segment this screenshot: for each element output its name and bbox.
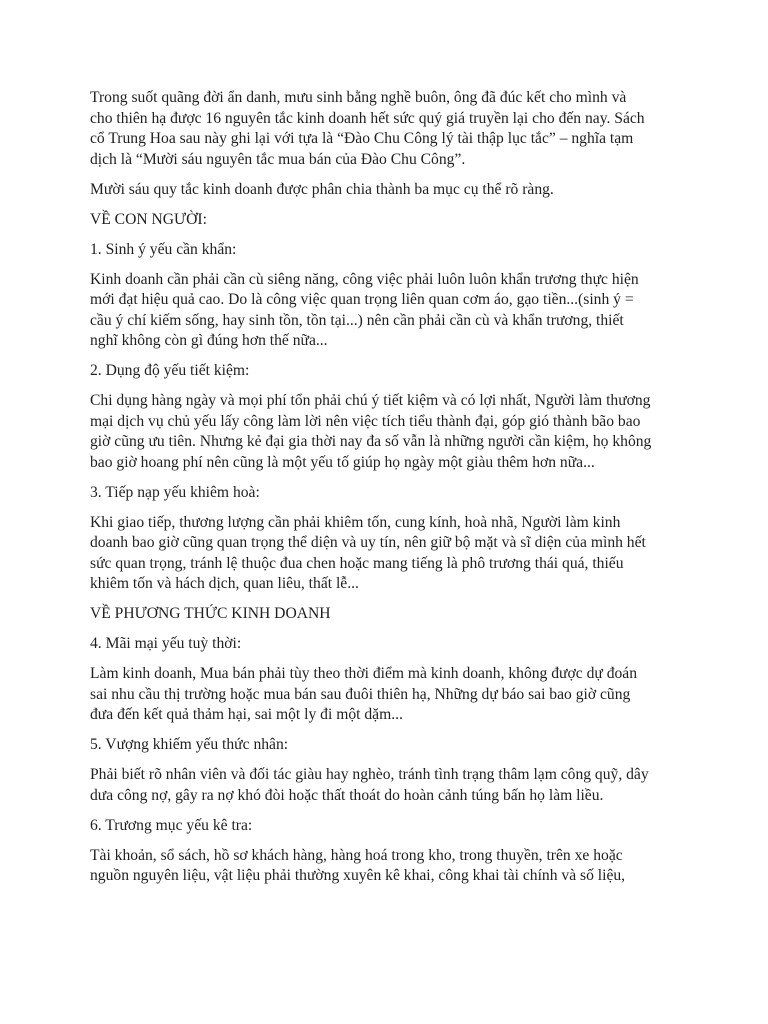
text-line: 3. Tiếp nạp yếu khiêm hoà: — [90, 483, 260, 501]
text-line: Chi dụng hàng ngày và mọi phí tổn phải chú ý tiết kiệm và có lợi nhất, Người làm thương — [90, 392, 651, 409]
text-line: dưa công nợ, gây ra nợ khó đòi hoặc thất thoát do hoàn cảnh túng bấn họ làm liều. — [90, 786, 604, 804]
body-paragraph — [90, 664, 694, 726]
text-line: cho thiên hạ được 16 nguyên tắc kinh doanh hết sức quý giá truyền lại cho đến nay. Sách — [90, 109, 645, 127]
text-line: dịch là “Mười sáu nguyên tắc mua bán của Đào Chu Công”. — [90, 150, 466, 168]
text-line: Phải biết rõ nhân viên và đối tác giàu hay nghèo, tránh tình trạng thâm lạm công quỹ, dây — [90, 766, 649, 783]
body-paragraph — [90, 180, 694, 201]
body-paragraph — [90, 765, 694, 806]
body-paragraph — [90, 270, 694, 352]
text-line: đưa đến kết quả thảm hại, sai một ly đi một dặm... — [90, 706, 403, 723]
text-line: 1. Sinh ý yếu cần khẩn: — [90, 240, 237, 258]
text-line: Khi giao tiếp, thương lượng cần phải khiêm tốn, cung kính, hoà nhã, Người làm kinh — [90, 513, 621, 531]
text-line: 2. Dụng độ yếu tiết kiệm: — [90, 362, 250, 379]
text-line: 5. Vượng khiếm yếu thức nhân: — [90, 736, 289, 753]
body-paragraph — [90, 846, 694, 887]
text-line: 4. Mãi mại yếu tuỳ thời: — [90, 635, 242, 652]
text-line: cầu ý chí kiếm sống, hay sinh tồn, tồn tại...) nên cần phải cần cù và khẩn trương, thiết — [90, 311, 624, 329]
text-line: VỀ CON NGƯỜI: — [90, 210, 207, 228]
text-line: nghĩ không còn gì đúng hơn thế nữa... — [90, 332, 328, 349]
text-line: Trong suốt quãng đời ẩn danh, mưu sinh bằng nghề buôn, ông đã đúc kết cho mình và — [90, 89, 627, 106]
text-line: doanh bao giờ cũng quan trọng thể diện và uy tín, nên giữ bộ mặt và sĩ diện của mình hết — [90, 534, 646, 551]
section-heading — [90, 634, 694, 655]
text-line: Làm kinh doanh, Mua bán phải tùy theo thời điểm mà kinh doanh, không được dự đoán — [90, 665, 638, 682]
section-heading — [90, 735, 694, 756]
body-paragraph — [90, 88, 694, 170]
text-line: mại dịch vụ chủ yếu lấy công làm lời nên việc tích tiểu thành đại, góp gió thành bão bao — [90, 412, 641, 430]
text-line: VỀ PHƯƠNG THỨC KINH DOANH — [90, 605, 331, 622]
text-line: Kinh doanh cần phải cần cù siêng năng, công việc phải luôn luôn khẩn trương thực hiện — [90, 270, 639, 288]
text-line: mới đạt hiệu quả cao. Do là công việc quan trọng liên quan cơm áo, gạo tiền...(sinh ý = — [90, 291, 634, 308]
section-heading — [90, 240, 694, 261]
text-line: nguồn nguyên liệu, vật liệu phải thường xuyên kê khai, công khai tài chính và số liệu, — [90, 867, 626, 884]
section-heading — [90, 483, 694, 504]
text-line: Mười sáu quy tắc kinh doanh được phân chia thành ba mục cụ thể rõ ràng. — [90, 180, 554, 198]
text-line: cổ Trung Hoa sau này ghi lại với tựa là “Đào Chu Công lý tài thập lục tắc” – nghĩa tạm — [90, 130, 634, 147]
section-heading — [90, 816, 694, 837]
text-line: 6. Trương mục yếu kê tra: — [90, 816, 253, 834]
text-line: sai nhu cầu thị trường hoặc mua bán sau đuôi thiên hạ, Những dự báo sai bao giờ cũng — [90, 685, 631, 703]
text-line: giờ cũng ưu tiên. Nhưng kẻ đại gia thời nay đa số vẫn là những người cần kiệm, họ không — [90, 433, 652, 450]
section-heading — [90, 361, 694, 382]
text-line: khiêm tốn và hách dịch, quan liêu, thất lễ... — [90, 575, 359, 592]
body-paragraph — [90, 513, 694, 595]
section-heading — [90, 604, 694, 625]
text-line: bao giờ hoang phí nên cũng là một yếu tố giúp họ ngày một giàu thêm hơn nữa... — [90, 453, 595, 471]
section-heading — [90, 210, 694, 231]
text-line: Tài khoản, sổ sách, hồ sơ khách hàng, hàng hoá trong kho, trong thuyền, trên xe hoặc — [90, 846, 623, 864]
body-paragraph — [90, 391, 694, 473]
document-page — [90, 88, 694, 896]
text-line: sức quan trọng, tránh lệ thuộc đua chen hoặc mang tiếng là phô trương thái quá, thiếu — [90, 554, 624, 572]
